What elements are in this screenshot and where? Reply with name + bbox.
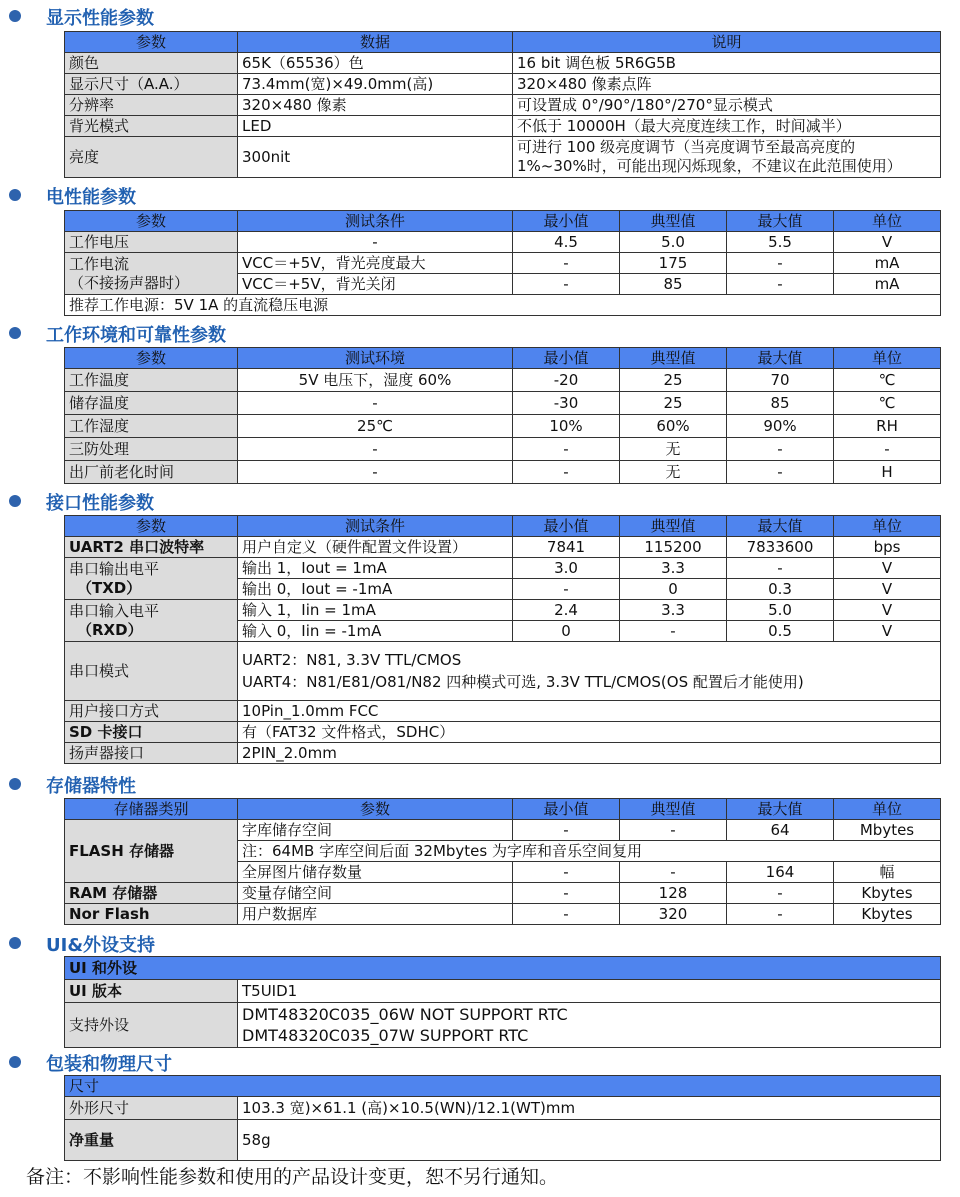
- param-cell: 字库储存空间: [238, 820, 513, 841]
- data-cell: 300nit: [238, 137, 513, 178]
- param-line: 串口输入电平: [69, 601, 160, 620]
- min-cell: -: [513, 438, 620, 461]
- desc-cell: [513, 137, 941, 178]
- header-cell: 典型值: [620, 348, 727, 369]
- param-line: （RXD）: [77, 620, 143, 639]
- param-line: 工作电流: [69, 254, 130, 273]
- header-cell: 最大值: [727, 799, 834, 820]
- cond-cell: 输出 1，Iout = 1mA: [238, 558, 513, 579]
- table-header: [65, 211, 941, 232]
- max-cell: -: [727, 461, 834, 484]
- min-cell: -: [513, 883, 620, 904]
- max-cell: -: [727, 904, 834, 925]
- header-cell: 最大值: [727, 211, 834, 232]
- param-cell: [65, 253, 238, 295]
- value-cell: 58g: [238, 1120, 941, 1161]
- table-row: [65, 137, 941, 178]
- min-cell: -20: [513, 369, 620, 392]
- param-cell: 颜色: [65, 53, 238, 74]
- cond-cell: 输入 0，Iin = -1mA: [238, 621, 513, 642]
- cond-cell: -: [238, 232, 513, 253]
- table-row: [65, 743, 941, 764]
- table-row: [65, 415, 941, 438]
- table-row: [65, 1120, 941, 1161]
- param-cell: 储存温度: [65, 392, 238, 415]
- value-cell: T5UID1: [238, 980, 941, 1003]
- param-cell: 净重量: [65, 1120, 238, 1161]
- max-cell: -: [727, 558, 834, 579]
- param-cell: 三防处理: [65, 438, 238, 461]
- header-cell: 典型值: [620, 211, 727, 232]
- min-cell: -: [513, 904, 620, 925]
- param-cell: 亮度: [65, 137, 238, 178]
- table-row: [65, 53, 941, 74]
- max-cell: -: [727, 438, 834, 461]
- typ-cell: -: [620, 820, 727, 841]
- min-cell: -: [513, 579, 620, 600]
- unit-cell: bps: [834, 537, 941, 558]
- header-cell: 最大值: [727, 516, 834, 537]
- unit-cell: Mbytes: [834, 820, 941, 841]
- unit-cell: H: [834, 461, 941, 484]
- table-row: [65, 722, 941, 743]
- table-row: [65, 116, 941, 137]
- cond-cell: -: [238, 461, 513, 484]
- unit-cell: Kbytes: [834, 904, 941, 925]
- unit-cell: Kbytes: [834, 883, 941, 904]
- typ-cell: 60%: [620, 415, 727, 438]
- header-cell: 存储器类别: [65, 799, 238, 820]
- value-line: UART2：N81, 3.3V TTL/CMOS: [242, 651, 462, 669]
- cond-cell: -: [238, 438, 513, 461]
- typ-cell: 115200: [620, 537, 727, 558]
- param-cell: 支持外设: [65, 1003, 238, 1048]
- min-cell: -: [513, 820, 620, 841]
- max-cell: 90%: [727, 415, 834, 438]
- max-cell: -: [727, 883, 834, 904]
- header-cell: 单位: [834, 516, 941, 537]
- header-cell: 参数: [65, 516, 238, 537]
- cond-cell: -: [238, 392, 513, 415]
- max-cell: -: [727, 274, 834, 295]
- header-cell: 典型值: [620, 799, 727, 820]
- section-memory: [0, 770, 960, 798]
- max-cell: 5.5: [727, 232, 834, 253]
- data-cell: LED: [238, 116, 513, 137]
- table-row: [65, 701, 941, 722]
- param-cell: 扬声器接口: [65, 743, 238, 764]
- min-cell: -: [513, 274, 620, 295]
- table-row: [65, 600, 941, 621]
- table-header: [65, 799, 941, 820]
- min-cell: -: [513, 862, 620, 883]
- typ-cell: 3.3: [620, 558, 727, 579]
- typ-cell: 5.0: [620, 232, 727, 253]
- typ-cell: 175: [620, 253, 727, 274]
- min-cell: 10%: [513, 415, 620, 438]
- unit-cell: mA: [834, 253, 941, 274]
- param-cell: 工作电压: [65, 232, 238, 253]
- param-cell: 外形尺寸: [65, 1097, 238, 1120]
- param-cell: 变量存储空间: [238, 883, 513, 904]
- section-interface: [0, 487, 960, 515]
- data-cell: 73.4mm(宽)×49.0mm(高): [238, 74, 513, 95]
- min-cell: -30: [513, 392, 620, 415]
- param-cell: SD 卡接口: [65, 722, 238, 743]
- param-cell: 全屏图片储存数量: [238, 862, 513, 883]
- value-cell: [238, 642, 941, 701]
- table-row: [65, 461, 941, 484]
- header-cell: 典型值: [620, 516, 727, 537]
- header-cell: 最小值: [513, 211, 620, 232]
- table-row: [65, 642, 941, 701]
- unit-cell: -: [834, 438, 941, 461]
- param-cell: 工作温度: [65, 369, 238, 392]
- param-cell: UI 版本: [65, 980, 238, 1003]
- typ-cell: 0: [620, 579, 727, 600]
- header-cell: 参数: [65, 32, 238, 53]
- min-cell: 7841: [513, 537, 620, 558]
- section-electrical: [0, 181, 960, 209]
- value-line: DMT48320C035_07W SUPPORT RTC: [242, 1026, 529, 1045]
- table-row: [65, 232, 941, 253]
- min-cell: 0: [513, 621, 620, 642]
- param-cell: 显示尺寸（A.A.）: [65, 74, 238, 95]
- unit-cell: V: [834, 600, 941, 621]
- cond-cell: 输入 1，Iin = 1mA: [238, 600, 513, 621]
- cond-cell: 5V 电压下，湿度 60%: [238, 369, 513, 392]
- typ-cell: 3.3: [620, 600, 727, 621]
- desc-line: 可进行 100 级亮度调节（当亮度调节至最高亮度的: [517, 138, 856, 156]
- max-cell: 64: [727, 820, 834, 841]
- cond-cell: VCC＝+5V，背光关闭: [238, 274, 513, 295]
- param-cell: 出厂前老化时间: [65, 461, 238, 484]
- table-row: [65, 369, 941, 392]
- typ-cell: 85: [620, 274, 727, 295]
- unit-cell: mA: [834, 274, 941, 295]
- max-cell: 70: [727, 369, 834, 392]
- display-table: [64, 31, 941, 178]
- table-row: [65, 820, 941, 841]
- param-cell: [65, 600, 238, 642]
- table-row: [65, 1097, 941, 1120]
- table-row: [65, 392, 941, 415]
- table-header: [65, 32, 941, 53]
- param-cell: 背光模式: [65, 116, 238, 137]
- param-cell: [65, 558, 238, 600]
- param-line: 串口输出电平: [69, 559, 160, 578]
- param-cell: 串口模式: [65, 642, 238, 701]
- value-line: UART4：N81/E81/O81/N82 四种模式可选, 3.3V TTL/CMOS(OS 配置后才能使用): [242, 673, 804, 691]
- max-cell: 0.5: [727, 621, 834, 642]
- header-cell: 单位: [834, 799, 941, 820]
- table-row: [65, 295, 941, 316]
- section-title: 存储器特性: [46, 776, 136, 797]
- section-title: 包装和物理尺寸: [46, 1054, 172, 1075]
- typ-cell: 无: [620, 438, 727, 461]
- table-row: [65, 558, 941, 579]
- section-title: 电性能参数: [46, 187, 136, 208]
- min-cell: -: [513, 461, 620, 484]
- table-header: [65, 516, 941, 537]
- bullet-icon: [9, 189, 21, 201]
- type-cell: FLASH 存储器: [65, 820, 238, 883]
- param-line: （TXD）: [77, 578, 142, 597]
- table-row: [65, 438, 941, 461]
- header-cell: 参数: [65, 211, 238, 232]
- bullet-icon: [9, 937, 21, 949]
- max-cell: 85: [727, 392, 834, 415]
- desc-cell: 320×480 像素点阵: [513, 74, 941, 95]
- value-cell: [238, 1003, 941, 1048]
- typ-cell: -: [620, 862, 727, 883]
- typ-cell: 无: [620, 461, 727, 484]
- table-row: [65, 957, 941, 980]
- unit-cell: ℃: [834, 392, 941, 415]
- cond-cell: 输出 0，Iout = -1mA: [238, 579, 513, 600]
- environment-table: [64, 347, 941, 484]
- table-row: [65, 253, 941, 274]
- max-cell: 5.0: [727, 600, 834, 621]
- typ-cell: 25: [620, 369, 727, 392]
- unit-cell: V: [834, 232, 941, 253]
- table-row: [65, 904, 941, 925]
- ui-table: [64, 956, 941, 1048]
- min-cell: -: [513, 253, 620, 274]
- unit-cell: V: [834, 621, 941, 642]
- param-cell: 用户接口方式: [65, 701, 238, 722]
- max-cell: 0.3: [727, 579, 834, 600]
- section-environment: [0, 319, 960, 347]
- memory-table: [64, 798, 941, 925]
- value-cell: 10Pin_1.0mm FCC: [238, 701, 941, 722]
- unit-cell: V: [834, 579, 941, 600]
- bullet-icon: [9, 10, 21, 22]
- header-cell: 最小值: [513, 516, 620, 537]
- param-cell: UART2 串口波特率: [65, 537, 238, 558]
- section-package: [0, 1048, 960, 1076]
- data-cell: 65K（65536）色: [238, 53, 513, 74]
- header-cell: 参数: [238, 799, 513, 820]
- footer-note: 备注：不影响性能参数和使用的产品设计变更，恕不另行通知。: [26, 1166, 559, 1188]
- header-cell: 说明: [513, 32, 941, 53]
- interface-table: [64, 515, 941, 764]
- bullet-icon: [9, 495, 21, 507]
- table-row: [65, 883, 941, 904]
- max-cell: 7833600: [727, 537, 834, 558]
- header-cell: 单位: [834, 348, 941, 369]
- header-cell: 测试条件: [238, 211, 513, 232]
- table-row: [65, 537, 941, 558]
- param-cell: 分辨率: [65, 95, 238, 116]
- unit-cell: 幅: [834, 862, 941, 883]
- typ-cell: 320: [620, 904, 727, 925]
- typ-cell: 128: [620, 883, 727, 904]
- section-title: 工作环境和可靠性参数: [46, 325, 226, 346]
- data-cell: 320×480 像素: [238, 95, 513, 116]
- max-cell: 164: [727, 862, 834, 883]
- section-title: UI&外设支持: [46, 935, 156, 956]
- value-cell: 2PIN_2.0mm: [238, 743, 941, 764]
- header-cell: 测试条件: [238, 516, 513, 537]
- desc-line: 1%~30%时，可能出现闪烁现象，不建议在此范围使用）: [517, 157, 902, 175]
- param-cell: 用户数据库: [238, 904, 513, 925]
- section-title: 显示性能参数: [46, 8, 154, 29]
- table-row: [65, 1076, 941, 1097]
- value-cell: 103.3 宽)×61.1 (高)×10.5(WN)/12.1(WT)mm: [238, 1097, 941, 1120]
- header-cell: 单位: [834, 211, 941, 232]
- note-cell: 推荐工作电源：5V 1A 的直流稳压电源: [65, 295, 941, 316]
- min-cell: 3.0: [513, 558, 620, 579]
- max-cell: -: [727, 253, 834, 274]
- min-cell: 2.4: [513, 600, 620, 621]
- note-cell: 注：64MB 字库空间后面 32Mbytes 为字库和音乐空间复用: [238, 841, 941, 862]
- section-ui: [0, 929, 960, 957]
- table-header: [65, 348, 941, 369]
- value-cell: 有（FAT32 文件格式，SDHC）: [238, 722, 941, 743]
- table-header: UI 和外设: [65, 957, 941, 980]
- type-cell: Nor Flash: [65, 904, 238, 925]
- bullet-icon: [9, 1056, 21, 1068]
- desc-cell: 不低于 10000H（最大亮度连续工作，时间减半）: [513, 116, 941, 137]
- header-cell: 数据: [238, 32, 513, 53]
- header-cell: 参数: [65, 348, 238, 369]
- unit-cell: V: [834, 558, 941, 579]
- param-line: （不接扬声器时）: [69, 273, 190, 292]
- table-header: 尺寸: [65, 1076, 941, 1097]
- header-cell: 最小值: [513, 799, 620, 820]
- typ-cell: 25: [620, 392, 727, 415]
- desc-cell: 16 bit 调色板 5R6G5B: [513, 53, 941, 74]
- section-display: [0, 2, 960, 30]
- bullet-icon: [9, 778, 21, 790]
- electrical-table: [64, 210, 941, 316]
- table-row: [65, 95, 941, 116]
- header-cell: 测试环境: [238, 348, 513, 369]
- min-cell: 4.5: [513, 232, 620, 253]
- table-row: [65, 74, 941, 95]
- header-cell: 最大值: [727, 348, 834, 369]
- header-cell: 最小值: [513, 348, 620, 369]
- type-cell: RAM 存储器: [65, 883, 238, 904]
- table-row: [65, 1003, 941, 1048]
- unit-cell: ℃: [834, 369, 941, 392]
- section-title: 接口性能参数: [46, 493, 154, 514]
- cond-cell: 用户自定义（硬件配置文件设置）: [238, 537, 513, 558]
- package-table: [64, 1075, 941, 1161]
- param-cell: 工作湿度: [65, 415, 238, 438]
- bullet-icon: [9, 327, 21, 339]
- desc-cell: 可设置成 0°/90°/180°/270°显示模式: [513, 95, 941, 116]
- table-row: [65, 980, 941, 1003]
- typ-cell: -: [620, 621, 727, 642]
- cond-cell: VCC＝+5V，背光亮度最大: [238, 253, 513, 274]
- value-line: DMT48320C035_06W NOT SUPPORT RTC: [242, 1005, 568, 1024]
- unit-cell: RH: [834, 415, 941, 438]
- cond-cell: 25℃: [238, 415, 513, 438]
